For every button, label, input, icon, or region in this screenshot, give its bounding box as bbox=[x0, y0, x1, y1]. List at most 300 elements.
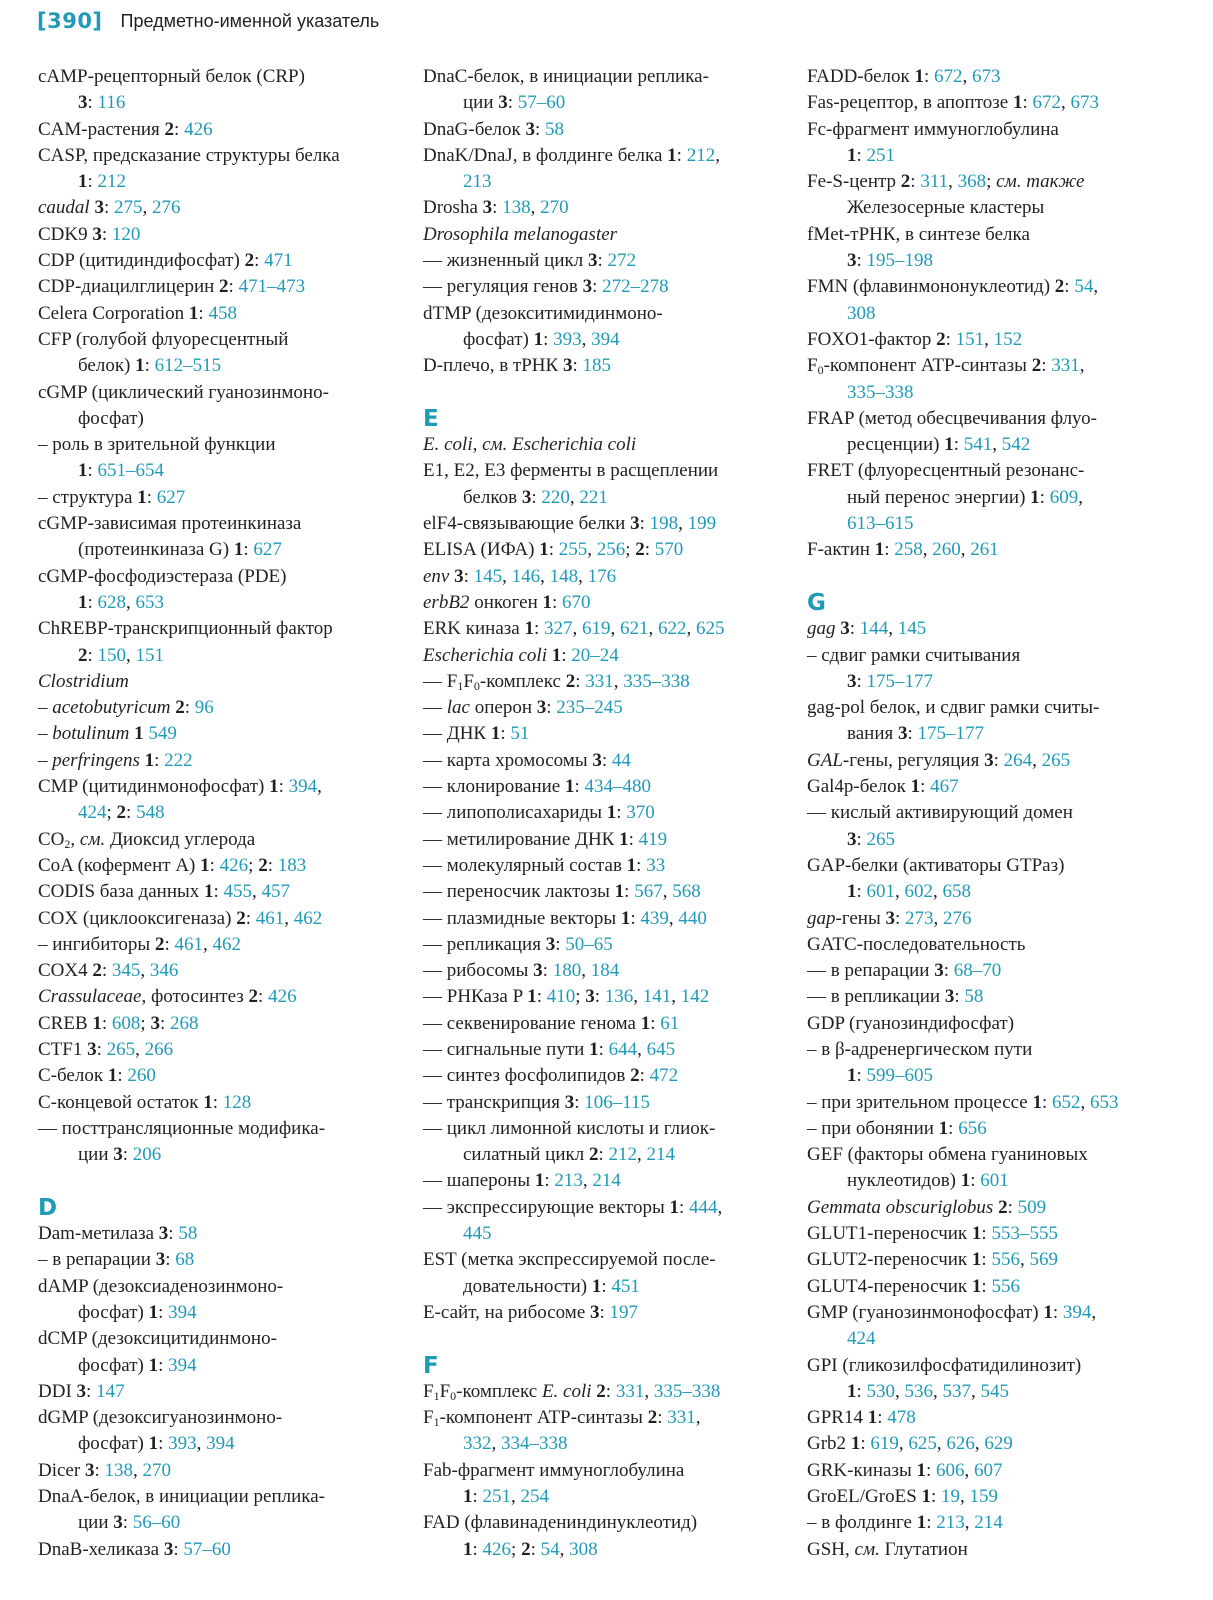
index-entry bbox=[38, 879, 408, 905]
page-reference: 545 bbox=[980, 1380, 1010, 1402]
page-reference: 214 bbox=[646, 1144, 676, 1166]
page-reference: 270 bbox=[540, 197, 569, 219]
entry-text: : bbox=[605, 1380, 616, 1402]
entry-text: D-плечо, в тРНК bbox=[423, 355, 563, 377]
volume-number: 1 bbox=[669, 1196, 679, 1218]
index-entry bbox=[423, 1011, 793, 1037]
entry-text: –– карта хромосомы bbox=[423, 749, 593, 771]
index-entry bbox=[423, 695, 793, 721]
entry-text: – структура bbox=[38, 486, 138, 508]
volume-number: 1 bbox=[92, 1012, 102, 1034]
index-entry bbox=[423, 748, 793, 774]
entry-text: –– транскрипция bbox=[423, 1091, 565, 1113]
entry-text: фосфат) bbox=[78, 1354, 149, 1376]
entry-text: довательности) bbox=[463, 1275, 592, 1297]
entry-text: FOXO1-фактор bbox=[807, 328, 937, 350]
page-reference: 152 bbox=[993, 328, 1023, 350]
index-entry bbox=[807, 1484, 1207, 1510]
index-entry bbox=[807, 748, 1207, 774]
volume-number: 2 bbox=[248, 986, 259, 1008]
index-entry bbox=[807, 1247, 1207, 1273]
entry-text: dAMP (дезоксиаденозинмоно- bbox=[38, 1275, 284, 1297]
index-entry bbox=[38, 327, 408, 353]
index-entry bbox=[807, 1011, 1207, 1037]
index-entry-continuation bbox=[38, 1510, 408, 1536]
entry-text: : bbox=[650, 1012, 661, 1034]
index-entry bbox=[423, 827, 793, 853]
entry-text: –– молекулярный состав bbox=[423, 854, 627, 876]
entry-text: : bbox=[856, 1380, 867, 1402]
volume-number: 1 bbox=[534, 1170, 545, 1192]
entry-text: , bbox=[559, 1538, 570, 1560]
entry-text: GPR14 bbox=[807, 1407, 868, 1429]
page-reference: 394 bbox=[1062, 1301, 1092, 1323]
index-entry-continuation bbox=[807, 301, 1207, 327]
page-reference: 331 bbox=[667, 1407, 696, 1429]
entry-text: : bbox=[94, 1459, 105, 1481]
entry-text: FRET (флуоресцентный резонанс- bbox=[807, 460, 1085, 482]
entry-text: CFP (голубой флуоресцентный bbox=[38, 328, 289, 350]
page-reference: 58 bbox=[964, 986, 984, 1008]
index-entry bbox=[38, 248, 408, 274]
entry-text: , bbox=[578, 565, 588, 587]
page-reference: 50–65 bbox=[565, 933, 613, 955]
entry-text: F bbox=[439, 1380, 451, 1402]
index-entry-continuation bbox=[807, 195, 1207, 221]
page-reference: 176 bbox=[587, 565, 617, 587]
index-entry bbox=[423, 984, 793, 1010]
page-reference: 462 bbox=[293, 907, 323, 929]
entry-text: , bbox=[581, 328, 592, 350]
page-reference: 19 bbox=[941, 1486, 961, 1508]
page-reference: 451 bbox=[611, 1275, 640, 1297]
entry-text: , bbox=[922, 539, 933, 561]
index-entry bbox=[807, 458, 1207, 484]
index-entry bbox=[38, 1063, 408, 1089]
page-reference: 608 bbox=[111, 1012, 141, 1034]
entry-text: : bbox=[981, 1223, 992, 1245]
volume-number: 1 bbox=[463, 1538, 473, 1560]
entry-text: : bbox=[628, 828, 639, 850]
index-entry bbox=[38, 616, 408, 642]
page-reference: 68–70 bbox=[953, 960, 1002, 982]
page-reference: 394 bbox=[591, 328, 620, 350]
page-reference: 434–480 bbox=[584, 776, 652, 798]
page-reference: 621 bbox=[619, 618, 649, 640]
entry-text: : bbox=[101, 1012, 112, 1034]
index-entry-continuation bbox=[38, 643, 408, 669]
volume-number: 1 bbox=[78, 460, 88, 482]
volume-number: 1 bbox=[847, 144, 857, 166]
index-entry bbox=[807, 932, 1207, 958]
entry-text: ции bbox=[78, 1144, 114, 1166]
entry-text: –– bbox=[423, 697, 447, 719]
entry-text: ; bbox=[986, 171, 997, 193]
index-entry-continuation bbox=[807, 432, 1207, 458]
index-entry bbox=[423, 590, 793, 616]
page-reference: 471 bbox=[264, 250, 293, 272]
entry-text: фосфат) bbox=[78, 1433, 149, 1455]
page-reference: 183 bbox=[277, 854, 307, 876]
entry-text: : bbox=[159, 1012, 170, 1034]
index-entry bbox=[807, 1142, 1207, 1168]
entry-text: : bbox=[1042, 1091, 1053, 1113]
entry-text: : bbox=[1039, 486, 1050, 508]
index-entry bbox=[38, 1221, 408, 1247]
entry-text: , bbox=[633, 986, 643, 1008]
page-reference: 426 bbox=[219, 854, 249, 876]
page-reference: 235–245 bbox=[556, 697, 623, 719]
index-entry-continuation bbox=[807, 1326, 1207, 1352]
entry-text: , bbox=[1032, 749, 1042, 771]
page-reference: 444 bbox=[689, 1196, 718, 1218]
page-reference: 311 bbox=[920, 171, 949, 193]
page-reference: 146 bbox=[511, 565, 541, 587]
entry-text: : bbox=[910, 171, 921, 193]
page-reference: 419 bbox=[638, 828, 668, 850]
entry-text: : bbox=[144, 355, 155, 377]
index-entry bbox=[423, 222, 793, 248]
page-reference: 628 bbox=[97, 591, 127, 613]
entry-text: : bbox=[533, 618, 544, 640]
volume-number: 1 bbox=[971, 1275, 982, 1297]
volume-number: 1 bbox=[606, 802, 617, 824]
section-letter: D bbox=[38, 1194, 58, 1221]
entry-text: , bbox=[126, 644, 136, 666]
entry-text: : bbox=[1007, 1196, 1018, 1218]
entry-text: , bbox=[637, 1144, 647, 1166]
volume-number: 3 bbox=[87, 1038, 97, 1060]
volume-number: 3 bbox=[525, 118, 536, 140]
entry-text: : bbox=[254, 250, 265, 272]
page-reference: 206 bbox=[132, 1144, 162, 1166]
index-entry bbox=[807, 1037, 1207, 1063]
entry-text: : bbox=[676, 144, 687, 166]
page-reference: 260 bbox=[127, 1065, 156, 1087]
page-reference: 212 bbox=[608, 1144, 638, 1166]
entry-text: : bbox=[103, 197, 114, 219]
entry-text: : bbox=[184, 697, 195, 719]
entry-text: фосфат) bbox=[78, 1301, 149, 1323]
entry-text: , bbox=[610, 618, 620, 640]
entry-text: : bbox=[87, 460, 98, 482]
page-reference: 335–338 bbox=[623, 670, 690, 692]
index-entry bbox=[423, 800, 793, 826]
index-entry bbox=[38, 721, 408, 747]
index-entry-continuation bbox=[807, 380, 1207, 406]
volume-number: 1 bbox=[527, 986, 537, 1008]
volume-number: 2 bbox=[1031, 355, 1042, 377]
volume-number: 3 bbox=[155, 1249, 166, 1271]
page-reference: 273 bbox=[905, 907, 934, 929]
entry-text: – при зрительном процессе bbox=[807, 1091, 1033, 1113]
section-letter: F bbox=[423, 1352, 439, 1379]
page-reference: 54 bbox=[1074, 276, 1094, 298]
page-reference: 394 bbox=[168, 1301, 197, 1323]
entry-text: : bbox=[168, 1223, 179, 1245]
page-reference: 461 bbox=[255, 907, 285, 929]
entry-text: DDI bbox=[38, 1380, 77, 1402]
index-entry-continuation bbox=[38, 1431, 408, 1457]
index-entry bbox=[423, 274, 793, 300]
entry-text: : bbox=[228, 276, 239, 298]
entry-text: : bbox=[472, 1538, 483, 1560]
entry-text: , bbox=[613, 670, 624, 692]
entry-text: : bbox=[101, 223, 112, 245]
page-reference: 175–177 bbox=[866, 670, 934, 692]
page-reference: 346 bbox=[149, 960, 179, 982]
index-entry bbox=[807, 643, 1207, 669]
entry-text: Железосерные кластеры bbox=[847, 197, 1045, 219]
entry-text: : bbox=[1022, 92, 1033, 114]
entry-text: : bbox=[173, 1538, 184, 1560]
volume-number: 2 bbox=[116, 802, 127, 824]
entry-text: : bbox=[598, 1144, 609, 1166]
page-reference: 424 bbox=[78, 802, 107, 824]
entry-text: –– РНКаза P bbox=[423, 986, 528, 1008]
index-entry bbox=[423, 511, 793, 537]
page-reference: 148 bbox=[549, 565, 579, 587]
page-reference: 138 bbox=[502, 197, 531, 219]
page-reference: 536 bbox=[904, 1380, 934, 1402]
page-reference: 570 bbox=[654, 539, 684, 561]
volume-number: 3 bbox=[897, 723, 908, 745]
volume-number: 3 bbox=[498, 92, 508, 114]
volume-number: 1 bbox=[463, 1486, 473, 1508]
entry-text: оперон bbox=[469, 697, 537, 719]
index-entry bbox=[423, 248, 793, 274]
page-reference: 455 bbox=[223, 881, 253, 903]
page-reference: 57–60 bbox=[183, 1538, 231, 1560]
entry-text: COX4 bbox=[38, 960, 93, 982]
entry-text: белков bbox=[463, 486, 522, 508]
entry-text: , bbox=[637, 1038, 647, 1060]
index-entry-continuation bbox=[38, 353, 408, 379]
entry-text: , bbox=[252, 881, 262, 903]
entry-text: белок) bbox=[78, 355, 136, 377]
entry-text: , bbox=[284, 907, 294, 929]
entry-text: : bbox=[544, 1170, 555, 1192]
volume-number: 1 bbox=[874, 539, 885, 561]
page-reference: 462 bbox=[212, 933, 241, 955]
page-reference: 556 bbox=[991, 1275, 1020, 1297]
entry-text: : bbox=[463, 565, 474, 587]
entry-text: ; bbox=[511, 1538, 522, 1560]
entry-text: : bbox=[552, 591, 563, 613]
page-reference: 272–278 bbox=[602, 276, 669, 298]
entry-text: , bbox=[948, 171, 958, 193]
index-entry bbox=[423, 64, 793, 90]
page-reference: 645 bbox=[646, 1038, 676, 1060]
index-entry bbox=[423, 1379, 793, 1405]
entry-text: : bbox=[158, 1433, 169, 1455]
entry-text: F-актин bbox=[807, 539, 875, 561]
entry-text: – в фолдинге bbox=[807, 1512, 917, 1534]
entry-text: 1 bbox=[433, 1388, 440, 1403]
index-entry bbox=[807, 695, 1207, 721]
volume-number: 1 bbox=[916, 1512, 927, 1534]
entry-text: , bbox=[70, 828, 80, 850]
volume-number: 1 bbox=[847, 1065, 857, 1087]
entry-text: , bbox=[196, 1433, 207, 1455]
index-entry-continuation bbox=[807, 485, 1207, 511]
page-reference: 159 bbox=[969, 1486, 999, 1508]
index-entry bbox=[38, 432, 408, 458]
entry-text: : bbox=[981, 1275, 992, 1297]
index-entry bbox=[807, 117, 1207, 143]
entry-text: : bbox=[122, 1144, 133, 1166]
entry-text: : bbox=[943, 960, 954, 982]
entry-text: CO bbox=[38, 828, 65, 850]
entry-text: gap bbox=[807, 907, 836, 929]
entry-text: : bbox=[86, 1380, 97, 1402]
entry-text: 0 bbox=[473, 678, 480, 693]
section-gap bbox=[807, 564, 1207, 590]
entry-text: DnaC-белок, в инициации реплика- bbox=[423, 66, 709, 87]
entry-text: : bbox=[245, 907, 256, 929]
entry-text: : bbox=[599, 1301, 610, 1323]
entry-text: elF4-связывающие белки bbox=[423, 513, 631, 535]
page-reference: 145 bbox=[473, 565, 503, 587]
entry-text: : bbox=[856, 1065, 867, 1087]
page-reference: 445 bbox=[463, 1223, 492, 1245]
page-reference: 151 bbox=[135, 644, 165, 666]
index-entry bbox=[38, 827, 408, 853]
index-entry bbox=[38, 1037, 408, 1063]
volume-number: 1 bbox=[107, 1065, 118, 1087]
index-entry bbox=[423, 906, 793, 932]
index-entry bbox=[807, 64, 1207, 90]
page-reference: 136 bbox=[604, 986, 634, 1008]
entry-text: –– шапероны bbox=[423, 1170, 535, 1192]
volume-number: 3 bbox=[885, 907, 895, 929]
entry-text: , bbox=[974, 1433, 985, 1455]
index-entry bbox=[423, 117, 793, 143]
index-entry bbox=[38, 669, 408, 695]
entry-text: : bbox=[1041, 355, 1052, 377]
page-reference: 175–177 bbox=[917, 723, 985, 745]
entry-text: : bbox=[122, 1512, 133, 1534]
entry-text: , bbox=[126, 591, 136, 613]
index-entry bbox=[38, 1247, 408, 1273]
section-gap bbox=[423, 380, 793, 406]
entry-text: –– клонирование bbox=[423, 776, 565, 798]
entry-text: C-белок bbox=[38, 1065, 108, 1087]
index-entry bbox=[38, 1484, 408, 1510]
entry-text: , bbox=[644, 1380, 654, 1402]
index-entry bbox=[423, 432, 793, 458]
entry-text: 2 bbox=[64, 836, 71, 851]
page-reference: 331 bbox=[585, 670, 614, 692]
index-entry bbox=[38, 222, 408, 248]
page-reference: 275 bbox=[114, 197, 143, 219]
entry-text: GAL bbox=[807, 749, 843, 771]
volume-number: 1 bbox=[640, 1012, 651, 1034]
entry-text: : bbox=[574, 776, 585, 798]
page-reference: 142 bbox=[680, 986, 710, 1008]
entry-text: DnaG-белок bbox=[423, 118, 526, 140]
entry-text: CDP-диацилглицерин bbox=[38, 276, 220, 298]
volume-number: 2 bbox=[647, 1407, 658, 1429]
volume-number: 3 bbox=[564, 1091, 575, 1113]
entry-text: -компонент ATP-синтазы bbox=[823, 355, 1032, 377]
entry-text: GEF (факторы обмена гуаниновых bbox=[807, 1144, 1088, 1166]
page-reference: 653 bbox=[135, 591, 165, 613]
entry-text: Fc-фрагмент иммуноглобулина bbox=[807, 118, 1059, 140]
volume-number: 3 bbox=[545, 933, 556, 955]
page-reference: 541 bbox=[963, 434, 993, 456]
entry-text: , bbox=[648, 618, 658, 640]
index-entry bbox=[423, 879, 793, 905]
entry-text: , bbox=[569, 486, 580, 508]
entry-text: DnaK/DnaJ, в фолдинге белка bbox=[423, 144, 668, 166]
entry-text: : bbox=[158, 1301, 169, 1323]
volume-number: 3 bbox=[585, 986, 595, 1008]
index-entry bbox=[807, 327, 1207, 353]
entry-text: , bbox=[582, 1170, 593, 1192]
index-entry-continuation bbox=[423, 1484, 793, 1510]
entry-text: : bbox=[555, 933, 566, 955]
index-entry bbox=[38, 906, 408, 932]
volume-number: 1 bbox=[667, 144, 677, 166]
index-entry-continuation bbox=[423, 1431, 793, 1457]
index-entry bbox=[807, 1537, 1207, 1563]
entry-text: : bbox=[849, 618, 860, 640]
volume-number: 1 bbox=[203, 1091, 213, 1113]
volume-number: 1 bbox=[533, 328, 544, 350]
index-entry bbox=[423, 932, 793, 958]
index-entry bbox=[807, 1431, 1207, 1457]
volume-number: 3 bbox=[158, 1223, 169, 1245]
volume-number: 3 bbox=[92, 223, 102, 245]
entry-text: , bbox=[530, 197, 541, 219]
page-reference: 673 bbox=[972, 66, 1001, 87]
volume-number: 1 bbox=[490, 723, 501, 745]
entry-text: : bbox=[877, 1407, 888, 1429]
volume-number: 3 bbox=[94, 197, 104, 219]
entry-text: –– цикл лимонной кислоты и глиок- bbox=[423, 1117, 716, 1139]
entry-text: : bbox=[536, 986, 547, 1008]
volume-number: 2 bbox=[596, 1380, 606, 1402]
page-reference: 180 bbox=[552, 960, 582, 982]
entry-text: Глутатион bbox=[879, 1538, 968, 1560]
entry-text: см. bbox=[79, 828, 106, 850]
entry-text: : bbox=[598, 1038, 609, 1060]
entry-text: CDK9 bbox=[38, 223, 93, 245]
entry-text: –– репликация bbox=[423, 933, 546, 955]
entry-text: GLUT2-переносчик bbox=[807, 1249, 972, 1271]
index-entry bbox=[423, 537, 793, 563]
entry-text: Drosha bbox=[423, 197, 483, 219]
page-reference: 214 bbox=[592, 1170, 621, 1192]
index-entry bbox=[38, 64, 408, 90]
index-entry-continuation bbox=[38, 1353, 408, 1379]
entry-text: : bbox=[856, 828, 867, 850]
page-reference: 548 bbox=[136, 802, 165, 824]
index-entry-continuation bbox=[423, 1537, 793, 1563]
index-entry bbox=[423, 1168, 793, 1194]
entry-text: : bbox=[546, 697, 557, 719]
entry-text: GRK-киназы bbox=[807, 1459, 917, 1481]
entry-text: : bbox=[278, 776, 289, 798]
index-entry bbox=[807, 537, 1207, 563]
entry-text: –– метилирование ДНК bbox=[423, 828, 620, 850]
entry-text: -компонент ATP-синтазы bbox=[439, 1407, 648, 1429]
page-reference: 672 bbox=[934, 66, 963, 87]
index-entry bbox=[423, 1195, 793, 1221]
index-entry bbox=[807, 774, 1207, 800]
entry-text: : bbox=[213, 881, 224, 903]
